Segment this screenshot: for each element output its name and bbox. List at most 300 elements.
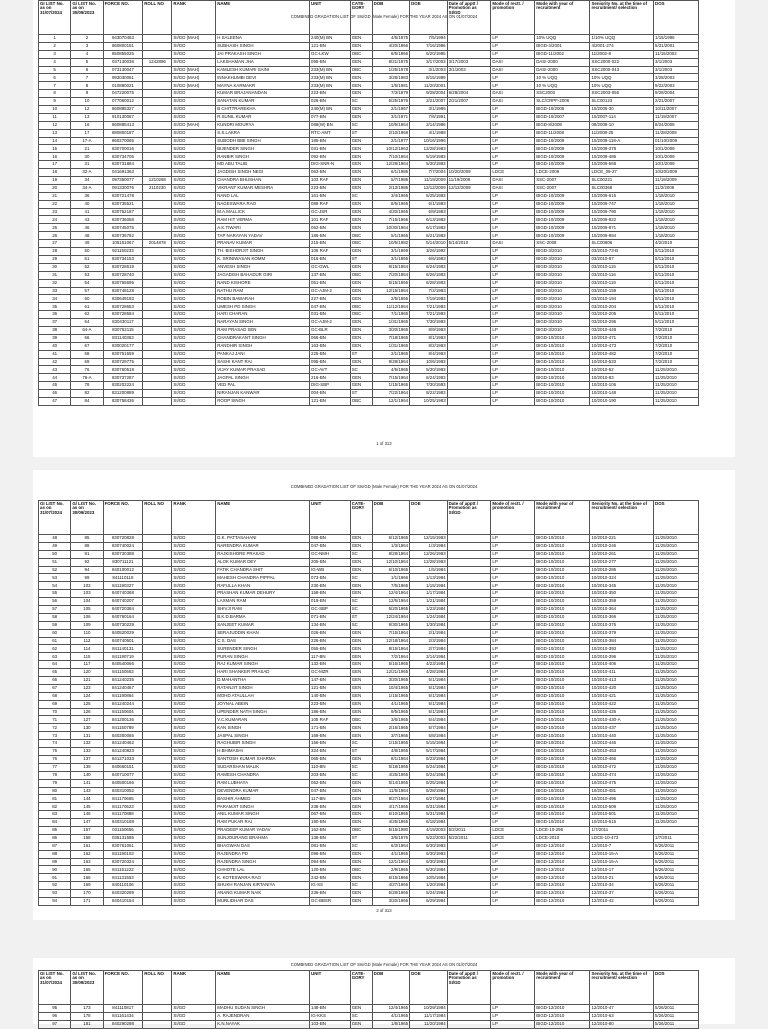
cell-mode-recruit: LP bbox=[491, 645, 535, 653]
cell-seniority-no: 10/2010-413 bbox=[590, 677, 654, 685]
cell-category: SC bbox=[350, 763, 372, 771]
cell-dob: 4/25/1965 bbox=[372, 819, 410, 827]
cell-unit: 031-BN bbox=[310, 311, 351, 319]
cell-seniority-no: 11/2002-8 bbox=[590, 50, 654, 58]
cell-dob: 5/15/1980 bbox=[372, 826, 410, 834]
cell-date-promotion bbox=[447, 303, 491, 311]
cell-mode-recruit: LP bbox=[491, 890, 535, 898]
cell-rank: SI/GD (MAH) bbox=[172, 82, 216, 90]
header-roll-no: ROLL NO bbox=[143, 501, 172, 535]
cell-name: VED PAL bbox=[216, 382, 310, 390]
cell-date-promotion bbox=[447, 566, 491, 574]
cell-gl-no-2023: 126 bbox=[71, 708, 103, 716]
cell-seniority-no: 10/2009-615 bbox=[590, 192, 654, 200]
cell-seniority-no: 10/2009-790 bbox=[590, 208, 654, 216]
cell-dos: 11/25/2010 bbox=[654, 535, 699, 543]
cell-roll-no bbox=[143, 232, 172, 240]
cell-name: K.N.NAYAK bbox=[216, 1020, 310, 1028]
cell-roll-no bbox=[143, 153, 172, 161]
cell-mode-recruit: LP bbox=[491, 374, 535, 382]
cell-gl-no-2024: 29 bbox=[39, 255, 71, 263]
cell-name: NAGESWARA RAO bbox=[216, 200, 310, 208]
cell-date-promotion bbox=[447, 637, 491, 645]
cell-seniority-no: 10/2010-420 bbox=[590, 684, 654, 692]
cell-roll-no bbox=[143, 113, 172, 121]
cell-gl-no-2024: 70 bbox=[39, 708, 71, 716]
cell-rank: SI/GD bbox=[172, 882, 216, 890]
cell-dos: 4/2/2010 bbox=[654, 240, 699, 248]
cell-unit: 004-BN bbox=[310, 390, 351, 398]
cell-dos: 11/25/2010 bbox=[654, 645, 699, 653]
header-mode-year: Mode with year of recruitment bbox=[535, 1, 590, 35]
cell-roll-no bbox=[143, 319, 172, 327]
cell-gl-no-2024: 16 bbox=[39, 153, 71, 161]
header-dos: DOS bbox=[654, 501, 699, 535]
cell-rank: SI/GD bbox=[172, 42, 216, 50]
header-row bbox=[39, 971, 699, 1005]
cell-force-no: 831140363 bbox=[103, 334, 143, 342]
cell-date-promotion bbox=[447, 574, 491, 582]
cell-category: GEN bbox=[350, 279, 372, 287]
cell-seniority-no: 10/2010-376 bbox=[590, 621, 654, 629]
cell-gl-no-2024: 90 bbox=[39, 866, 71, 874]
cell-mode-year: BIGD-10/2010 bbox=[535, 732, 590, 740]
cell-gl-no-2024: 76 bbox=[39, 755, 71, 763]
cell-gl-no-2023: 82 bbox=[71, 390, 103, 398]
cell-dob: 3/1/1965 bbox=[372, 255, 410, 263]
cell-doe: 2/7/1984 bbox=[410, 645, 448, 653]
cell-doe: 1/15/1984 bbox=[410, 582, 448, 590]
cell-category: SC bbox=[350, 192, 372, 200]
cell-gl-no-2023: 165 bbox=[71, 866, 103, 874]
cell-mode-year: BIGD-10/2009 bbox=[535, 137, 590, 145]
cell-category: GEN bbox=[350, 208, 372, 216]
table-row bbox=[39, 653, 699, 661]
cell-date-promotion bbox=[447, 129, 491, 137]
cell-name: SERAJUDDIN KHAN bbox=[216, 629, 310, 637]
cell-gl-no-2023: 48 bbox=[71, 232, 103, 240]
cell-rank: SI/GD bbox=[172, 826, 216, 834]
cell-mode-year: SSC-2007 bbox=[535, 184, 590, 192]
cell-unit: GC-AJM-2 bbox=[310, 287, 351, 295]
cell-unit: 095-BN bbox=[310, 358, 351, 366]
cell-doe: 6/29/1984 bbox=[410, 897, 448, 905]
cell-dob: 1/25/1978 bbox=[372, 66, 410, 74]
cell-category: SC bbox=[350, 98, 372, 106]
cell-doe: 1/3/1984 bbox=[410, 542, 448, 550]
cell-dob: 2/16/1965 bbox=[372, 724, 410, 732]
cell-force-no: 830734705 bbox=[103, 153, 143, 161]
cell-roll-no bbox=[143, 858, 172, 866]
cell-unit: 031-BN bbox=[310, 145, 351, 153]
header-roll-no: ROLL NO bbox=[143, 971, 172, 1005]
cell-dos: 11/25/2010 bbox=[654, 700, 699, 708]
cell-dob: 12/15/1964 bbox=[372, 287, 410, 295]
table-row bbox=[39, 161, 699, 169]
cell-doe: 1/24/1984 bbox=[410, 613, 448, 621]
cell-roll-no bbox=[143, 566, 172, 574]
cell-unit: 094-BN bbox=[310, 858, 351, 866]
cell-name: SUBODH BIBI SINGH bbox=[216, 137, 310, 145]
cell-name: MAHESH CHANDRA PIPPAL bbox=[216, 574, 310, 582]
cell-category: GEN bbox=[350, 169, 372, 177]
cell-name: MURLIDHAR DAS bbox=[216, 897, 310, 905]
cell-rank: SI/GD bbox=[172, 192, 216, 200]
cell-dob: 4/8/1965 bbox=[372, 748, 410, 756]
cell-doe: 10/16/1996 bbox=[410, 137, 448, 145]
cell-roll-no bbox=[143, 740, 172, 748]
cell-mode-year: BIGD-10/2010 bbox=[535, 358, 590, 366]
cell-unit: 148-BN bbox=[310, 1005, 351, 1013]
cell-gl-no-2023: 120 bbox=[71, 669, 103, 677]
cell-seniority-no: 10/2010-481 bbox=[590, 787, 654, 795]
cell-force-no: 830649193 bbox=[103, 295, 143, 303]
cell-gl-no-2024: 59 bbox=[39, 621, 71, 629]
cell-seniority-no: 03/2010-448 bbox=[590, 326, 654, 334]
cell-mode-recruit: LP bbox=[491, 700, 535, 708]
cell-dos: 11/25/2010 bbox=[654, 598, 699, 606]
cell-unit: 158-BN bbox=[310, 590, 351, 598]
cell-dos: 11/25/2010 bbox=[654, 763, 699, 771]
cell-dob: 12/4/1965 bbox=[372, 1005, 410, 1013]
cell-unit: 047-BN bbox=[310, 303, 351, 311]
cell-name: PARAMJIT SINGH bbox=[216, 803, 310, 811]
cell-force-no: 830760518 bbox=[103, 366, 143, 374]
cell-date-promotion bbox=[447, 890, 491, 898]
table-row bbox=[39, 121, 699, 129]
cell-mode-recruit: LP bbox=[491, 692, 535, 700]
cell-unit: 063-BN bbox=[310, 169, 351, 177]
cell-seniority-no: 12/2010-34 bbox=[590, 882, 654, 890]
cell-dos: 5/26/2011 bbox=[654, 897, 699, 905]
cell-gl-no-2024: 86 bbox=[39, 834, 71, 842]
cell-name: CHANDRA BHUSHAN bbox=[216, 177, 310, 185]
cell-mode-year: BIGD-10/2010 bbox=[535, 669, 590, 677]
cell-dob: 7/15/1966 bbox=[372, 216, 410, 224]
header-force-no: FORCE NO. bbox=[103, 971, 143, 1005]
cell-unit: 134-BN bbox=[310, 621, 351, 629]
cell-rank: SI/GD bbox=[172, 621, 216, 629]
cell-gl-no-2023: 123 bbox=[71, 684, 103, 692]
table-row bbox=[39, 598, 699, 606]
cell-doe: 1/17/1984 bbox=[410, 590, 448, 598]
header-unit: UNIT bbox=[310, 1, 351, 35]
cell-dos: 7/2/2010 bbox=[654, 358, 699, 366]
cell-unit: 117-BN bbox=[310, 795, 351, 803]
cell-dob: 6/3/1964 bbox=[372, 842, 410, 850]
cell-name: NAND LAL bbox=[216, 192, 310, 200]
header-doe: DOE bbox=[410, 1, 448, 35]
cell-doe: 7/30/1983 bbox=[410, 319, 448, 327]
cell-roll-no bbox=[143, 692, 172, 700]
cell-gl-no-2023: 5 bbox=[71, 58, 103, 66]
cell-dos: 1/7/2011 bbox=[654, 834, 699, 842]
cell-seniority-no: 10/2010-277 bbox=[590, 558, 654, 566]
cell-rank: SI/GD bbox=[172, 661, 216, 669]
cell-unit: 081-BN bbox=[310, 842, 351, 850]
cell-roll-no bbox=[143, 850, 172, 858]
cell-date-promotion bbox=[447, 755, 491, 763]
cell-rank: SI/GD bbox=[172, 834, 216, 842]
cell-mode-recruit: LP bbox=[491, 287, 535, 295]
cell-name: SUBHASH SINGH bbox=[216, 42, 310, 50]
cell-unit: GC-LKW bbox=[310, 50, 351, 58]
cell-dob: 1/1/1966 bbox=[372, 574, 410, 582]
cell-rank: SI/GD bbox=[172, 795, 216, 803]
cell-unit: 230-BN bbox=[310, 582, 351, 590]
cell-mode-year: BIGD-10/2010 bbox=[535, 700, 590, 708]
cell-gl-no-2023: 158 bbox=[71, 834, 103, 842]
table-row bbox=[39, 779, 699, 787]
cell-seniority-no: 10/2010-496 bbox=[590, 795, 654, 803]
cell-category: GEN bbox=[350, 684, 372, 692]
cell-gl-no-2024: 83 bbox=[39, 811, 71, 819]
cell-name: KUNDRI MOURYA bbox=[216, 121, 310, 129]
cell-date-promotion bbox=[447, 1005, 491, 1013]
cell-mode-recruit: LP bbox=[491, 779, 535, 787]
cell-mode-year: LDCE-10-296 bbox=[535, 826, 590, 834]
cell-seniority-no: 10/2010-221 bbox=[590, 535, 654, 543]
cell-rank: SI/GD (MAH) bbox=[172, 35, 216, 43]
cell-dos: 11/25/2010 bbox=[654, 755, 699, 763]
cell-name: NIRANJAN KANWAR bbox=[216, 390, 310, 398]
cell-date-promotion bbox=[447, 700, 491, 708]
cell-force-no: 840410154 bbox=[103, 897, 143, 905]
cell-rank: SI/GD bbox=[172, 177, 216, 185]
cell-gl-no-2024: 55 bbox=[39, 590, 71, 598]
cell-mode-year: BIGD-12/2010 bbox=[535, 897, 590, 905]
cell-gl-no-2024: 54 bbox=[39, 582, 71, 590]
cell-mode-year: BIGD-10/2010 bbox=[535, 645, 590, 653]
cell-rank: SI/GD bbox=[172, 240, 216, 248]
cell-rank: SI/GD bbox=[172, 216, 216, 224]
page-number: 2 of 313 bbox=[376, 908, 392, 913]
cell-dos: 11/25/2010 bbox=[654, 550, 699, 558]
cell-category: GEN bbox=[350, 582, 372, 590]
cell-seniority-no: 10/2010-446 bbox=[590, 740, 654, 748]
cell-gl-no-2023: 6 bbox=[71, 66, 103, 74]
cell-date-promotion bbox=[447, 613, 491, 621]
cell-doe: 4/28/1984 bbox=[410, 669, 448, 677]
cell-rank: SI/GD bbox=[172, 374, 216, 382]
cell-mode-recruit: LP bbox=[491, 558, 535, 566]
cell-name: SANATAN KUMAR bbox=[216, 98, 310, 106]
cell-force-no: 840310052 bbox=[103, 787, 143, 795]
cell-doe: 5/1/1984 bbox=[410, 684, 448, 692]
cell-mode-year: BIGD-8/2008 bbox=[535, 121, 590, 129]
cell-unit: 110-BN bbox=[310, 763, 351, 771]
cell-roll-no: 1210268 bbox=[143, 177, 172, 185]
cell-mode-year: BIGD-10/2010 bbox=[535, 574, 590, 582]
cell-category: GEN bbox=[350, 1020, 372, 1028]
cell-roll-no bbox=[143, 708, 172, 716]
cell-rank: SI/GD bbox=[172, 645, 216, 653]
cell-mode-recruit: LP bbox=[491, 74, 535, 82]
cell-roll-no bbox=[143, 787, 172, 795]
cell-date-promotion bbox=[447, 106, 491, 114]
cell-unit: 066-BN bbox=[310, 334, 351, 342]
cell-rank: SI/GD bbox=[172, 200, 216, 208]
cell-rank: SI/GD bbox=[172, 590, 216, 598]
cell-name: M.A.MALLICK bbox=[216, 208, 310, 216]
cell-doe: 10/29/1984 bbox=[410, 1005, 448, 1013]
cell-mode-recruit: LP bbox=[491, 732, 535, 740]
cell-roll-no bbox=[143, 842, 172, 850]
cell-force-no: 830731884 bbox=[103, 161, 143, 169]
cell-doe: 8/22/1983 bbox=[410, 390, 448, 398]
cell-mode-recruit: LP bbox=[491, 535, 535, 543]
cell-dos: 10/1/2009 bbox=[654, 145, 699, 153]
cell-seniority-no: 03/2010-73-B bbox=[590, 248, 654, 256]
cell-unit: 140-BN bbox=[310, 692, 351, 700]
cell-mode-year: BIGD-10/2010 bbox=[535, 566, 590, 574]
cell-name: JAGADISH BAHADUR GIRI bbox=[216, 271, 310, 279]
table-row bbox=[39, 303, 699, 311]
cell-dos: 5/26/2011 bbox=[654, 866, 699, 874]
cell-mode-year: BIGD-3/2010 bbox=[535, 263, 590, 271]
cell-roll-no bbox=[143, 255, 172, 263]
cell-force-no: 830729775 bbox=[103, 358, 143, 366]
cell-force-no: 035131586 bbox=[103, 834, 143, 842]
cell-gl-no-2023: 78 bbox=[71, 382, 103, 390]
cell-date-promotion: 9/28/2004 bbox=[447, 90, 491, 98]
cell-dob: 3/4/1965 bbox=[372, 192, 410, 200]
cell-rank: SI/GD bbox=[172, 606, 216, 614]
table-row bbox=[39, 287, 699, 295]
cell-dob: 6/12/1965 bbox=[372, 535, 410, 543]
cell-gl-no-2024: 5 bbox=[39, 66, 71, 74]
cell-seniority-no: 10/2010-501 bbox=[590, 811, 654, 819]
cell-roll-no bbox=[143, 82, 172, 90]
cell-gl-no-2023: 92 bbox=[71, 558, 103, 566]
cell-date-promotion bbox=[447, 358, 491, 366]
table-row bbox=[39, 216, 699, 224]
cell-force-no: 840310168 bbox=[103, 819, 143, 827]
cell-date-promotion: 11/19/2009 bbox=[447, 177, 491, 185]
header-category: CATE-GORY bbox=[350, 971, 372, 1005]
cell-name: ANANG KUMAR NAIK bbox=[216, 890, 310, 898]
cell-dob: 8/5/1965 bbox=[372, 200, 410, 208]
cell-roll-no bbox=[143, 661, 172, 669]
cell-seniority-no: 10/2010-411 bbox=[590, 669, 654, 677]
header-unit: UNIT bbox=[310, 501, 351, 535]
cell-dos: 1/18/2010 bbox=[654, 216, 699, 224]
cell-mode-recruit: DASI bbox=[491, 58, 535, 66]
cell-dob: 11/5/1964 bbox=[372, 787, 410, 795]
cell-dos: 11/25/2010 bbox=[654, 771, 699, 779]
cell-name: B CHITTRAREKHA bbox=[216, 106, 310, 114]
cell-doe: 10/25/1983 bbox=[410, 397, 448, 405]
cell-doe: 5/30/1983 bbox=[410, 366, 448, 374]
table-row bbox=[39, 755, 699, 763]
cell-rank: SI/GD bbox=[172, 334, 216, 342]
cell-category: GEN bbox=[350, 653, 372, 661]
cell-seniority-no: SLC00806 bbox=[590, 240, 654, 248]
cell-rank: SI/GD bbox=[172, 684, 216, 692]
cell-mode-recruit: LP bbox=[491, 82, 535, 90]
cell-force-no: 830700016 bbox=[103, 145, 143, 153]
cell-name: BIJENDER SINGH bbox=[216, 145, 310, 153]
cell-dob: 12/4/1964 bbox=[372, 590, 410, 598]
cell-seniority-no: 12/2010-80 bbox=[590, 1020, 654, 1028]
cell-mode-year: BIGD-10/2010 bbox=[535, 535, 590, 543]
cell-dob: 3/7/1966 bbox=[372, 732, 410, 740]
cell-mode-recruit: LP bbox=[491, 677, 535, 685]
cell-force-no: 840100012 bbox=[103, 566, 143, 574]
cell-rank: SI/GD (MAH) bbox=[172, 66, 216, 74]
cell-gl-no-2023: 169 bbox=[71, 882, 103, 890]
cell-rank: SI/GD bbox=[172, 724, 216, 732]
cell-dob: 7/22/1964 bbox=[372, 390, 410, 398]
cell-dos: 01/10/2009 bbox=[654, 137, 699, 145]
cell-category: GEN bbox=[350, 184, 372, 192]
cell-mode-year: BIGD-4/2001 bbox=[535, 42, 590, 50]
cell-dos: 5/26/2011 bbox=[654, 1012, 699, 1020]
cell-rank: SI/GD bbox=[172, 153, 216, 161]
cell-seniority-no: 10/2009-378 bbox=[590, 145, 654, 153]
cell-mode-recruit: LP bbox=[491, 724, 535, 732]
cell-roll-no bbox=[143, 677, 172, 685]
cell-gl-no-2023: 115 bbox=[71, 653, 103, 661]
cell-date-promotion bbox=[447, 558, 491, 566]
cell-doe: 8/9/1983 bbox=[410, 326, 448, 334]
cell-rank: SI/GD bbox=[172, 629, 216, 637]
cell-category: GEN bbox=[350, 874, 372, 882]
cell-category: SC bbox=[350, 882, 372, 890]
cell-rank: SI/GD bbox=[172, 208, 216, 216]
cell-roll-no bbox=[143, 826, 172, 834]
cell-seniority-no: 03/2010-116 bbox=[590, 271, 654, 279]
cell-seniority-no: 03/2010-296 bbox=[590, 319, 654, 327]
cell-dos: 11/25/2010 bbox=[654, 566, 699, 574]
cell-category: SC bbox=[350, 550, 372, 558]
cell-unit: 051-BN bbox=[310, 279, 351, 287]
cell-force-no: 041691363 bbox=[103, 169, 143, 177]
cell-mode-recruit: LP bbox=[491, 153, 535, 161]
cell-doe: 7/21/1983 bbox=[410, 311, 448, 319]
cell-unit: 137-BN bbox=[310, 271, 351, 279]
cell-gl-no-2023: 147 bbox=[71, 819, 103, 827]
cell-roll-no bbox=[143, 732, 172, 740]
cell-gl-no-2023: 146 bbox=[71, 811, 103, 819]
cell-dos: 11/25/2010 bbox=[654, 732, 699, 740]
cell-force-no: 850855025 bbox=[103, 50, 143, 58]
table-row bbox=[39, 700, 699, 708]
cell-dob: 3/28/1983 bbox=[372, 74, 410, 82]
cell-roll-no bbox=[143, 311, 172, 319]
cell-roll-no bbox=[143, 558, 172, 566]
cell-dob: 1/31/1965 bbox=[372, 319, 410, 327]
cell-mode-year: BIGD-10/2010 bbox=[535, 590, 590, 598]
cell-gl-no-2024: 68 bbox=[39, 692, 71, 700]
cell-force-no: 841271033 bbox=[103, 755, 143, 763]
cell-roll-no bbox=[143, 550, 172, 558]
cell-rank: SI/GD bbox=[172, 771, 216, 779]
cell-dob: 2/1/1967 bbox=[372, 106, 410, 114]
cell-dos: 11/25/2010 bbox=[654, 803, 699, 811]
table-row bbox=[39, 669, 699, 677]
cell-roll-no bbox=[143, 137, 172, 145]
cell-unit: 026-BN bbox=[310, 629, 351, 637]
cell-gl-no-2023: 117 bbox=[71, 661, 103, 669]
cell-category: OBC bbox=[350, 303, 372, 311]
cell-dob: 7/2/1964 bbox=[372, 653, 410, 661]
cell-rank: SI/GD bbox=[172, 169, 216, 177]
cell-gl-no-2023: 3 bbox=[71, 42, 103, 50]
cell-doe: 5/4/1984 bbox=[410, 716, 448, 724]
cell-rank: SI/GD (MAH) bbox=[172, 121, 216, 129]
cell-dob: 6/15/1966 bbox=[372, 874, 410, 882]
